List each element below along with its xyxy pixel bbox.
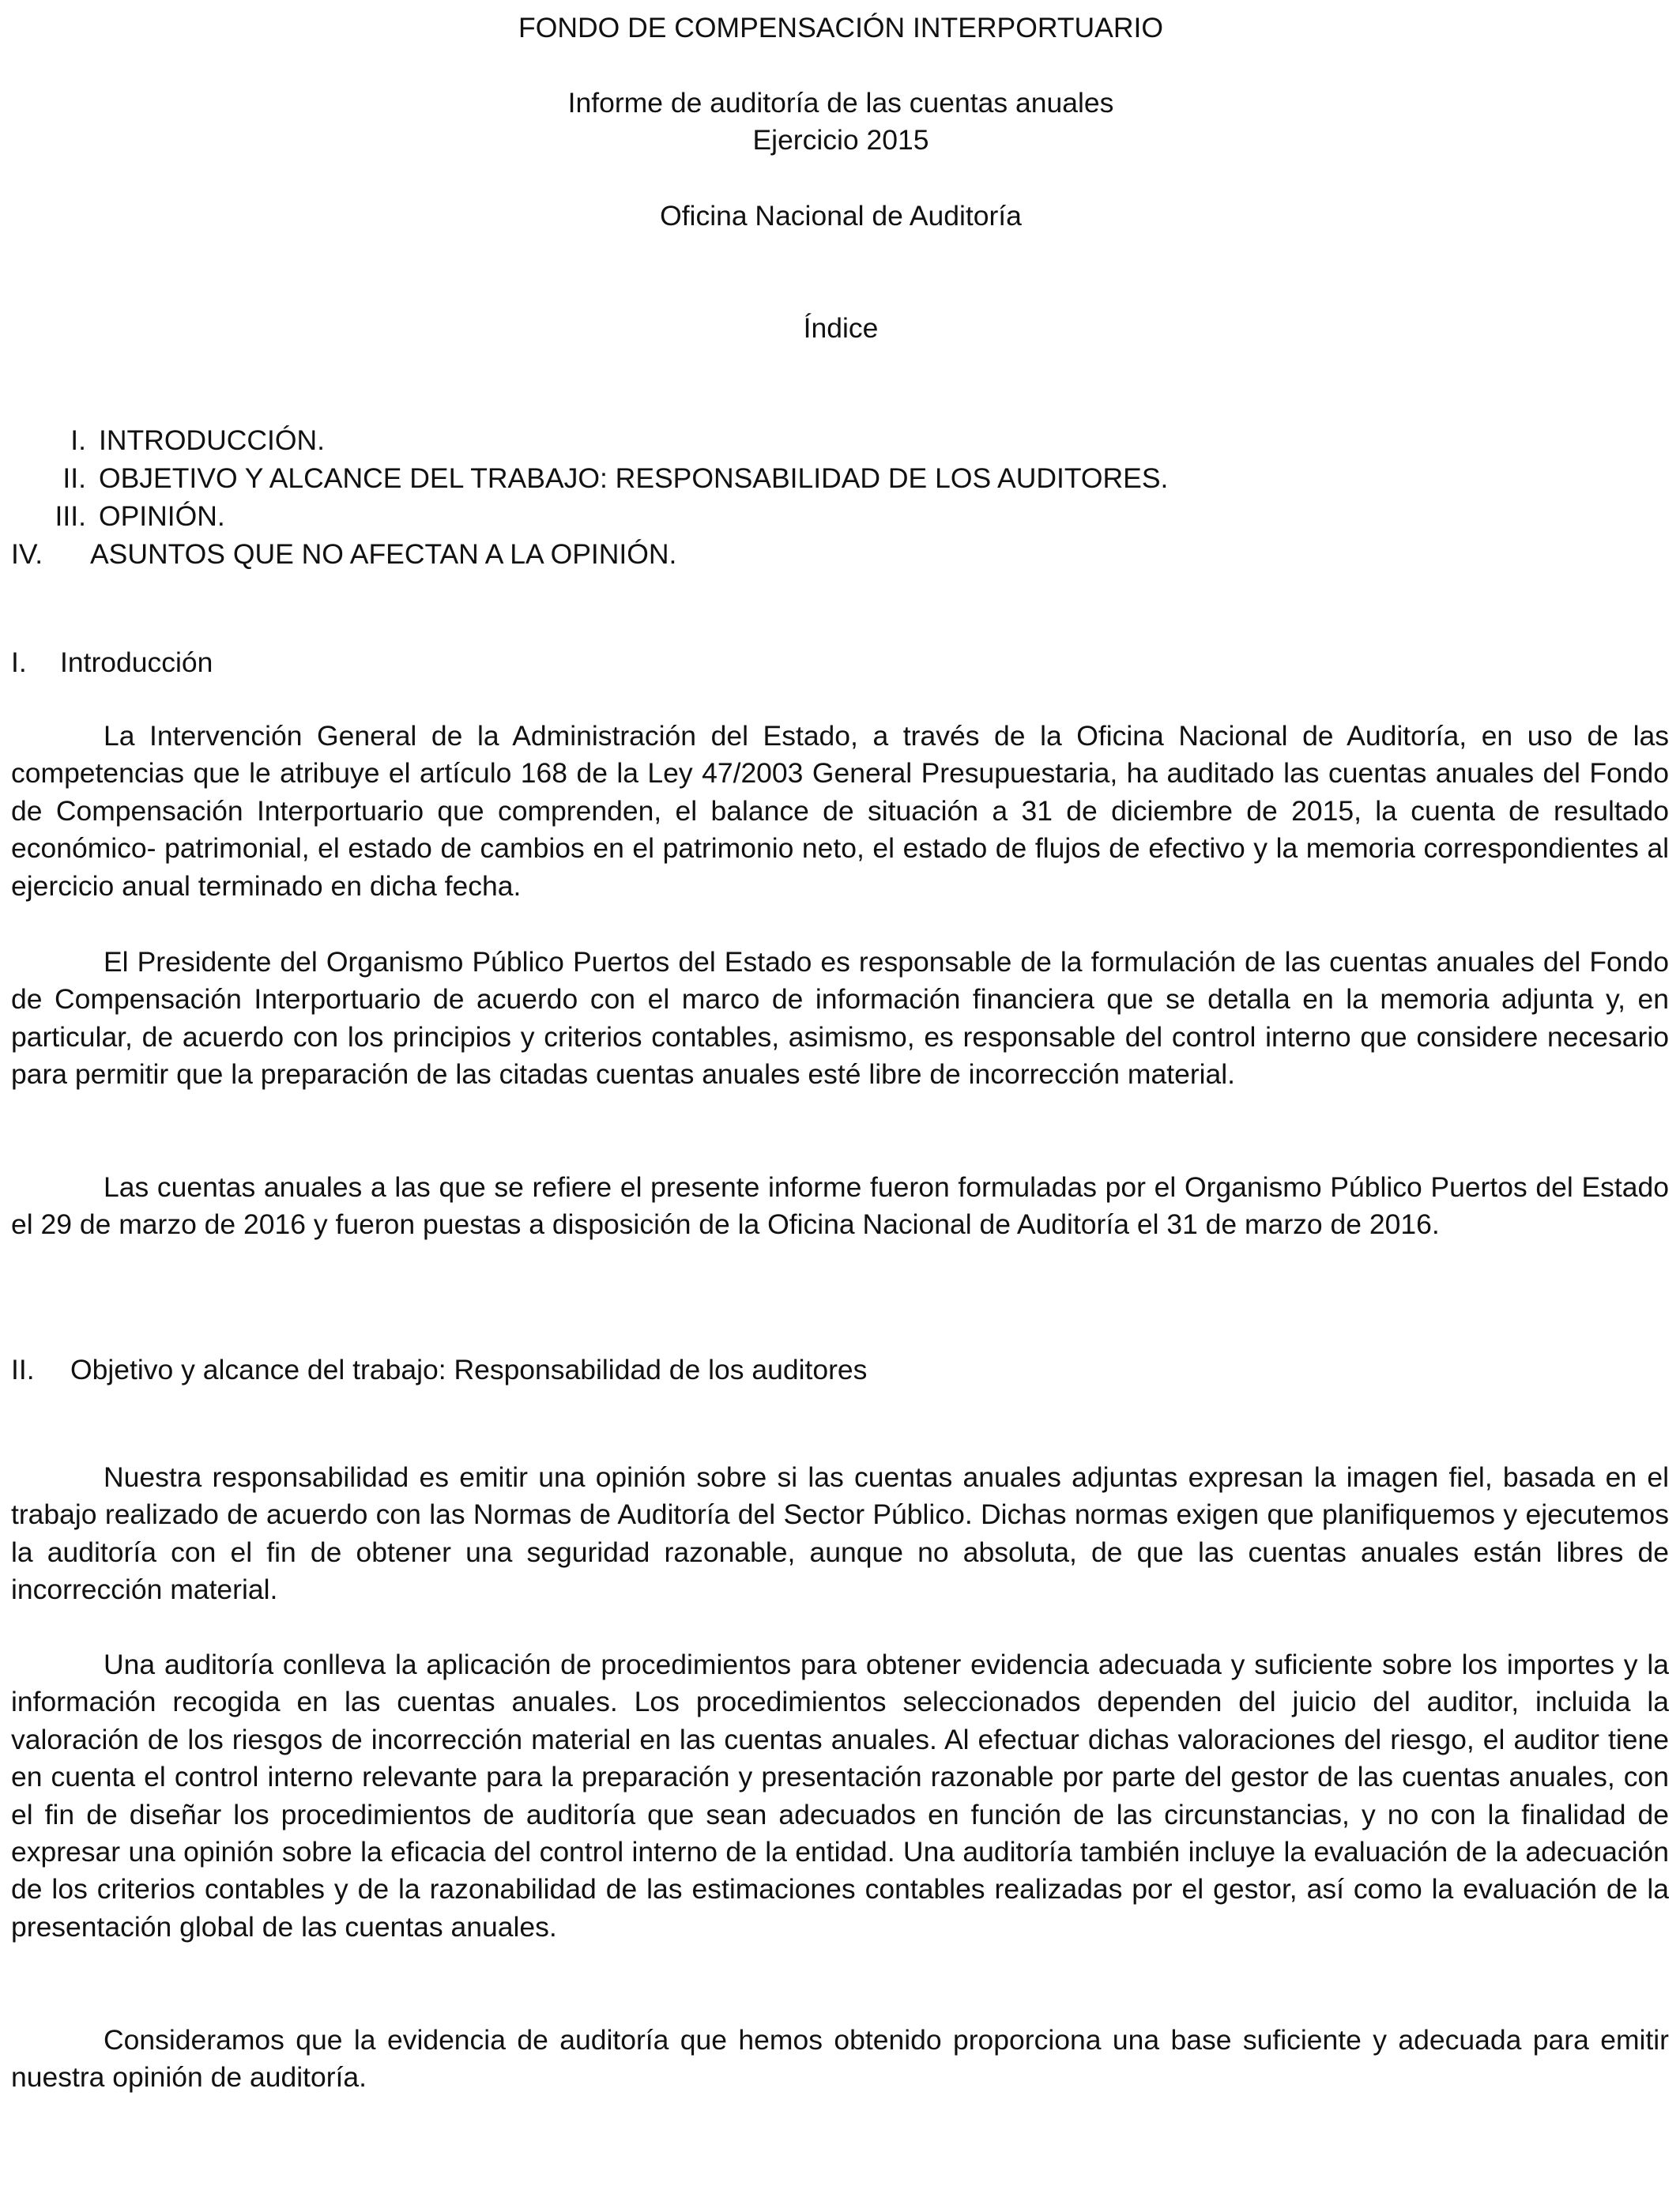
office-name: Oficina Nacional de Auditoría [660,200,1022,232]
index-item-number: IV. [11,538,43,570]
index-item-text: OBJETIVO Y ALCANCE DEL TRABAJO: RESPONSABILIDAD DE LOS AUDITORES. [99,462,1169,494]
paragraph: Nuestra responsabilidad es emitir una opinión sobre si las cuentas anuales adjuntas expresan la imagen fiel, basada en el trabajo realizado de acuerdo con las Normas de Auditoría del Sector Público. Dichas normas exigen que planifiquemos y ejecutemos la auditoría con el fin de obtener una seguridad razonable, aunque no absoluta, de que las cuentas anuales están libres de incorrección material. [11,1461,1669,1606]
index-item-text: OPINIÓN. [99,500,225,532]
index-item-number: III. [55,500,86,532]
section-title: Introducción [60,647,213,678]
section-heading-introduction [11,644,213,681]
section-number: I. [11,647,27,678]
section-number: II. [11,1354,35,1385]
index-item [11,422,1671,459]
fiscal-year: Ejercicio 2015 [752,124,929,156]
section-heading-objective [11,1351,867,1389]
report-title: Informe de auditoría de las cuentas anuales [567,87,1114,119]
index-title: Índice [803,312,879,344]
index-item [11,460,1671,497]
paragraph: La Intervención General de la Administración del Estado, a través de la Oficina Nacional de Auditoría, en uso de las competencias que le atribuye el artículo 168 de la Ley 47/2003 General Presupuestaria, ha auditado las cuentas anuales del Fondo de Compensación Interportuario que comprenden, el balance de situación a 31 de diciembre de 2015, la cuenta de resultado económico- patrimonial, el estado de cambios en el patrimonio neto, el estado de flujos de efectivo y la memoria correspondientes al ejercicio anual terminado en dicha fecha. [11,720,1669,902]
index-item-text: INTRODUCCIÓN. [99,424,325,456]
paragraph: Consideramos que la evidencia de auditoría que hemos obtenido proporciona una base suficiente y adecuada para emitir nuestra opinión de auditoría. [11,2024,1669,2094]
org-title: FONDO DE COMPENSACIÓN INTERPORTUARIO [518,12,1163,43]
section-title: Objetivo y alcance del trabajo: Responsabilidad de los auditores [70,1354,868,1385]
index-item-text: ASUNTOS QUE NO AFECTAN A LA OPINIÓN. [90,538,677,570]
paragraph: Las cuentas anuales a las que se refiere el presente informe fueron formuladas por el Organismo Público Puertos del Estado el 29 de marzo de 2016 y fueron puestas a disposición de la Oficina Nacional de Auditoría el 31 de marzo de 2016. [11,1171,1669,1241]
paragraph: El Presidente del Organismo Público Puertos del Estado es responsable de la formulación de las cuentas anuales del Fondo de Compensación Interportuario de acuerdo con el marco de información financiera que se detalla en la memoria adjunta y, en particular, de acuerdo con los principios y criterios contables, asimismo, es responsable del control interno que considere necesario para permitir que la preparación de las citadas cuentas anuales esté libre de incorrección material. [11,946,1669,1091]
document-page [11,0,1671,2194]
index-item-number: II. [62,462,86,494]
paragraph: Una auditoría conlleva la aplicación de procedimientos para obtener evidencia adecuada y suficiente sobre los importes y la información recogida en las cuentas anuales. Los procedimientos seleccionados dependen del juicio del auditor, incluida la valoración de los riesgos de incorrección material en las cuentas anuales. Al efectuar dichas valoraciones del riesgo, el auditor tiene en cuenta el control interno relevante para la preparación y presentación razonable por parte del gestor de las cuentas anuales, con el fin de diseñar los procedimientos de auditoría que sean adecuados en función de las circunstancias, y no con la finalidad de expresar una opinión sobre la eficacia del control interno de la entidad. Una auditoría también incluye la evaluación de la adecuación de los criterios contables y de la razonabilidad de las estimaciones contables realizadas por el gestor, así como la evaluación de la presentación global de las cuentas anuales. [11,1649,1669,1943]
index-item-number: I. [70,424,86,456]
index-item [11,498,1671,535]
